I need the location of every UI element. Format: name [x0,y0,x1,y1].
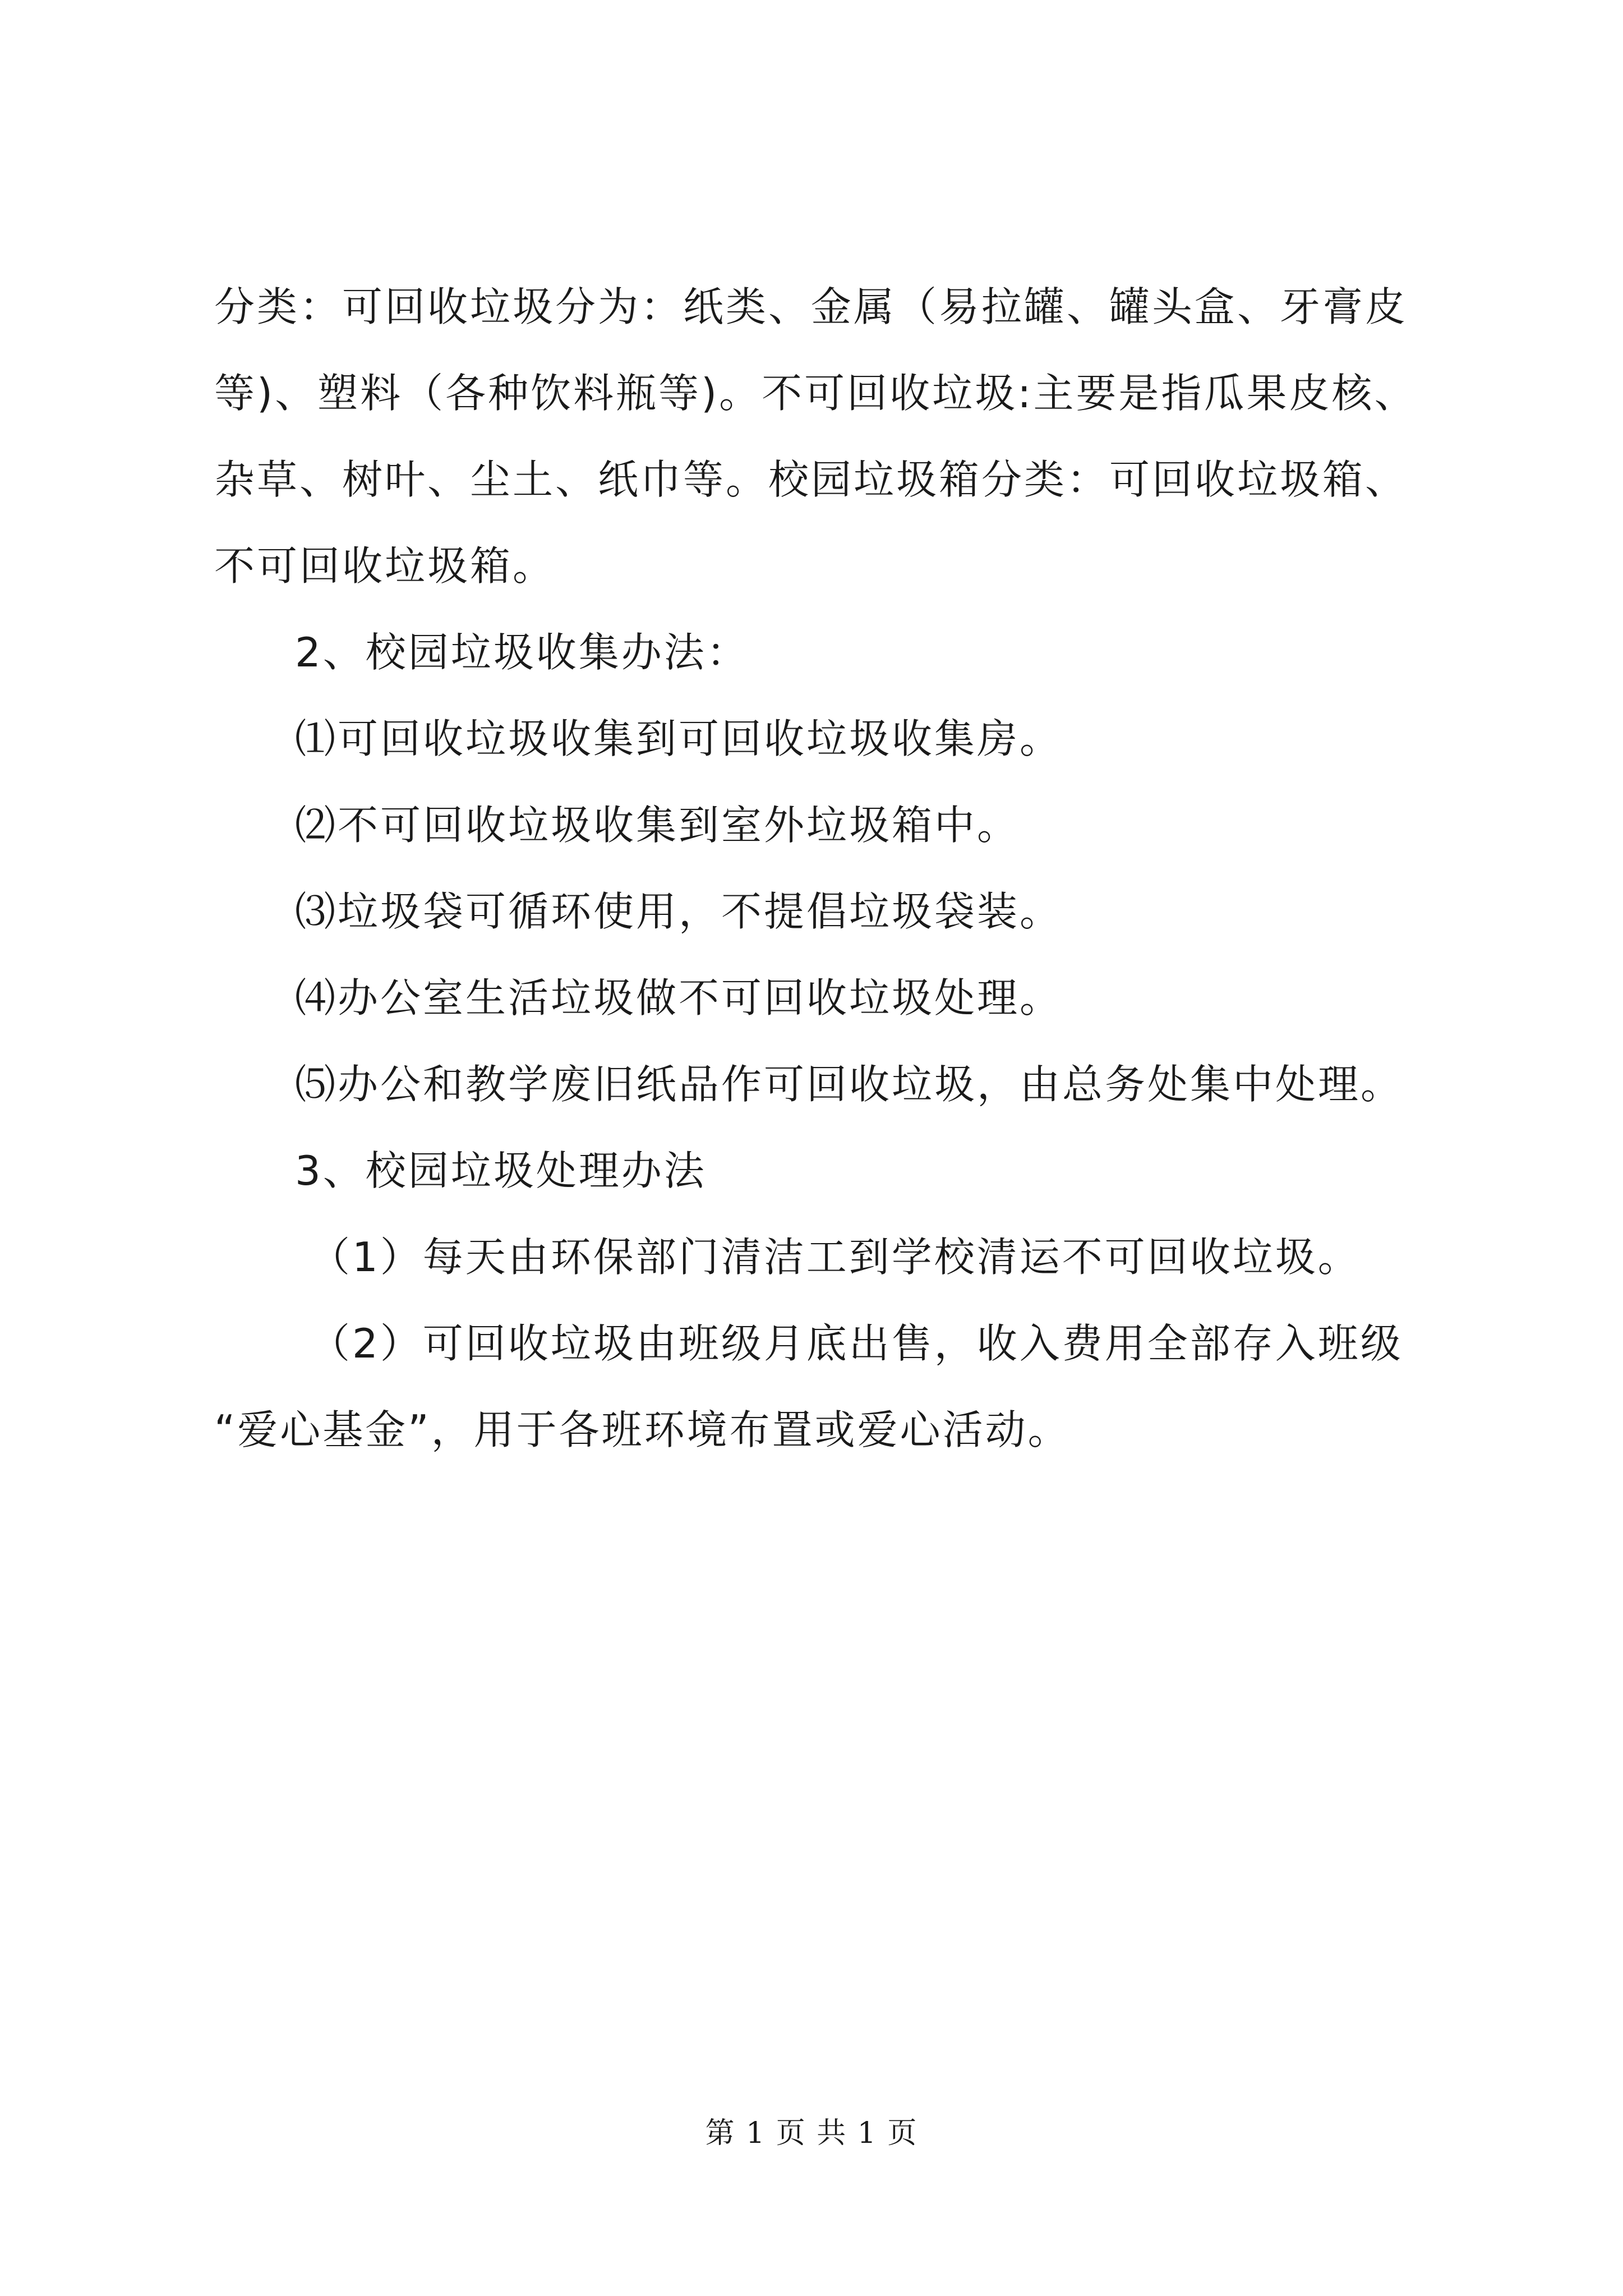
list-item: ⑴可回收垃圾收集到可回收垃圾收集房。 [295,715,1063,762]
paragraph-line: 分类：可回收垃圾分为：纸类、金属（易拉罐、罐头盒、牙膏皮 [214,283,1408,330]
list-item: （1）每天由环保部门清洁工到学校清运不可回收垃圾。 [310,1234,1361,1281]
paragraph-line: 杂草、树叶、尘土、纸巾等。校园垃圾箱分类：可回收垃圾箱、 [214,456,1408,503]
list-item: ⑶垃圾袋可循环使用，不提倡垃圾袋装。 [295,888,1063,935]
document-body [214,264,1470,1473]
page-number-footer: 第 1 页 共 1 页 [705,2116,918,2150]
paragraph-line: “爱心基金”，用于各班环境布置或爱心活动。 [214,1406,1071,1453]
paragraph-line: 等)、塑料（各种饮料瓶等)。不可回收垃圾:主要是指瓜果皮核、 [214,370,1417,417]
list-item: ⑸办公和教学废旧纸品作可回收垃圾，由总务处集中处理。 [295,1061,1404,1108]
section-heading: 2、校园垃圾收集办法： [295,629,749,676]
section-heading: 3、校园垃圾处理办法 [295,1147,707,1194]
paragraph-line: 不可回收垃圾箱。 [214,542,556,590]
list-item: ⑵不可回收垃圾收集到室外垃圾箱中。 [295,802,1020,849]
list-item: （2）可回收垃圾由班级月底出售，收入费用全部存入班级 [310,1320,1403,1367]
list-item: ⑷办公室生活垃圾做不可回收垃圾处理。 [295,974,1063,1022]
